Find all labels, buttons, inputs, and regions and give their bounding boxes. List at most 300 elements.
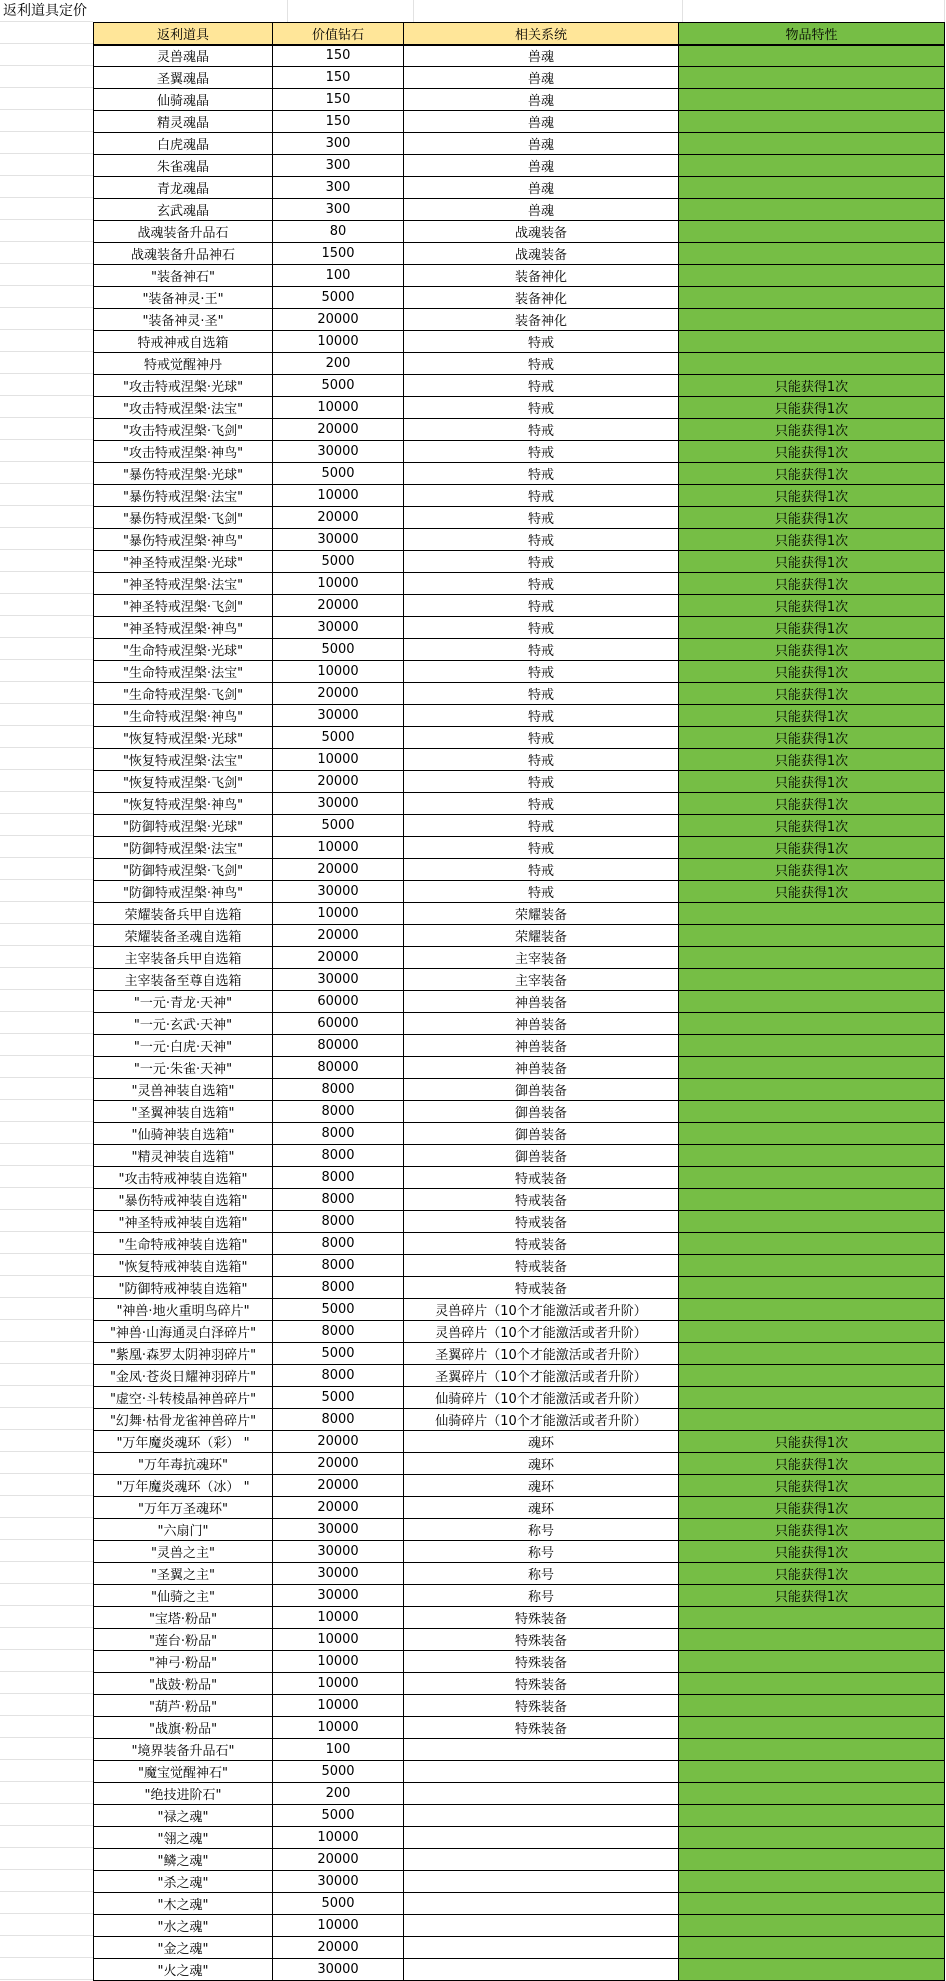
cell-system[interactable]: 特殊装备 [404,1673,679,1695]
cell-trait[interactable] [679,1783,945,1805]
cell-item[interactable]: "仙骑神装自选箱" [94,1123,273,1145]
cell-value[interactable]: 10000 [273,1607,404,1629]
cell-value[interactable]: 8000 [273,1211,404,1233]
cell-value[interactable]: 20000 [273,1475,404,1497]
cell-item[interactable]: "圣翼之主" [94,1563,273,1585]
cell-trait[interactable]: 只能获得1次 [679,1475,945,1497]
cell-value[interactable]: 80000 [273,1035,404,1057]
cell-item[interactable]: "暴伤特戒涅槃·光球" [94,463,273,485]
cell-system[interactable]: 称号 [404,1541,679,1563]
cell-system[interactable]: 圣翼碎片（10个才能激活或者升阶） [404,1343,679,1365]
cell-item[interactable]: "万年万圣魂环" [94,1497,273,1519]
cell-item[interactable]: "恢复特戒涅槃·神鸟" [94,793,273,815]
cell-system[interactable]: 特戒 [404,573,679,595]
cell-item[interactable]: "神兽·地火重明鸟碎片" [94,1299,273,1321]
cell-item[interactable]: "魔宝觉醒神石" [94,1761,273,1783]
cell-system[interactable]: 称号 [404,1563,679,1585]
cell-value[interactable]: 20000 [273,1453,404,1475]
cell-item[interactable]: "攻击特戒涅槃·神鸟" [94,441,273,463]
cell-trait[interactable] [679,1079,945,1101]
cell-trait[interactable]: 只能获得1次 [679,1497,945,1519]
cell-item[interactable]: "万年毒抗魂环" [94,1453,273,1475]
cell-system[interactable]: 特戒 [404,507,679,529]
cell-trait[interactable] [679,1123,945,1145]
cell-item[interactable]: "六扇门" [94,1519,273,1541]
cell-system[interactable]: 兽魂 [404,133,679,155]
cell-trait[interactable]: 只能获得1次 [679,859,945,881]
cell-value[interactable]: 8000 [273,1233,404,1255]
cell-trait[interactable] [679,177,945,199]
cell-system[interactable] [404,1827,679,1849]
cell-trait[interactable]: 只能获得1次 [679,749,945,771]
cell-item[interactable]: "防御特戒涅槃·光球" [94,815,273,837]
cell-system[interactable]: 神兽装备 [404,1035,679,1057]
cell-item[interactable]: "装备神灵·圣" [94,309,273,331]
cell-item[interactable]: "境界装备升品石" [94,1739,273,1761]
cell-trait[interactable]: 只能获得1次 [679,507,945,529]
cell-system[interactable]: 特殊装备 [404,1651,679,1673]
cell-system[interactable]: 特戒 [404,881,679,903]
cell-item[interactable]: "鳞之魂" [94,1849,273,1871]
cell-value[interactable]: 8000 [273,1365,404,1387]
cell-item[interactable]: "圣翼神装自选箱" [94,1101,273,1123]
cell-item[interactable]: "火之魂" [94,1959,273,1981]
cell-item[interactable]: "防御特戒神装自选箱" [94,1277,273,1299]
cell-item[interactable]: "宝塔·粉品" [94,1607,273,1629]
cell-item[interactable]: "恢复特戒涅槃·光球" [94,727,273,749]
cell-value[interactable]: 8000 [273,1145,404,1167]
cell-trait[interactable] [679,67,945,89]
cell-trait[interactable]: 只能获得1次 [679,595,945,617]
cell-trait[interactable] [679,947,945,969]
cell-item[interactable]: "灵兽之主" [94,1541,273,1563]
cell-item[interactable]: 青龙魂晶 [94,177,273,199]
cell-system[interactable]: 仙骑碎片（10个才能激活或者升阶） [404,1409,679,1431]
cell-value[interactable]: 10000 [273,331,404,353]
cell-system[interactable]: 魂环 [404,1431,679,1453]
cell-item[interactable]: 荣耀装备兵甲自选箱 [94,903,273,925]
cell-value[interactable]: 30000 [273,441,404,463]
cell-trait[interactable]: 只能获得1次 [679,793,945,815]
cell-item[interactable]: "精灵神装自选箱" [94,1145,273,1167]
cell-value[interactable]: 5000 [273,1761,404,1783]
cell-system[interactable]: 兽魂 [404,177,679,199]
cell-value[interactable]: 300 [273,155,404,177]
cell-value[interactable]: 30000 [273,881,404,903]
cell-system[interactable] [404,1937,679,1959]
cell-value[interactable]: 5000 [273,375,404,397]
cell-value[interactable]: 10000 [273,1717,404,1739]
cell-trait[interactable]: 只能获得1次 [679,463,945,485]
cell-value[interactable]: 80000 [273,1057,404,1079]
cell-item[interactable]: "生命特戒涅槃·飞剑" [94,683,273,705]
cell-system[interactable]: 战魂装备 [404,221,679,243]
cell-value[interactable]: 10000 [273,573,404,595]
cell-system[interactable]: 兽魂 [404,89,679,111]
cell-system[interactable]: 特戒装备 [404,1211,679,1233]
cell-value[interactable]: 10000 [273,485,404,507]
cell-trait[interactable] [679,1893,945,1915]
cell-system[interactable]: 特戒 [404,375,679,397]
cell-value[interactable]: 30000 [273,1563,404,1585]
cell-value[interactable]: 20000 [273,1497,404,1519]
cell-system[interactable]: 魂环 [404,1497,679,1519]
cell-trait[interactable] [679,287,945,309]
cell-item[interactable]: "水之魂" [94,1915,273,1937]
cell-item[interactable]: "灵兽神装自选箱" [94,1079,273,1101]
cell-item[interactable]: "紫凰·森罗太阴神羽碎片" [94,1343,273,1365]
cell-trait[interactable]: 只能获得1次 [679,419,945,441]
cell-system[interactable]: 特戒装备 [404,1255,679,1277]
cell-item[interactable]: 朱雀魂晶 [94,155,273,177]
sheet-title[interactable]: 返利道具定价 [3,3,87,19]
cell-trait[interactable] [679,1299,945,1321]
cell-value[interactable]: 8000 [273,1189,404,1211]
cell-item[interactable]: "装备神石" [94,265,273,287]
cell-system[interactable]: 称号 [404,1519,679,1541]
cell-trait[interactable] [679,1211,945,1233]
column-header-value[interactable]: 价值钻石 [273,23,404,45]
cell-item[interactable]: "神圣特戒涅槃·神鸟" [94,617,273,639]
cell-system[interactable] [404,1849,679,1871]
cell-system[interactable]: 特戒 [404,749,679,771]
cell-trait[interactable] [679,1013,945,1035]
cell-value[interactable]: 5000 [273,1299,404,1321]
cell-item[interactable]: "暴伤特戒涅槃·飞剑" [94,507,273,529]
cell-item[interactable]: "金之魂" [94,1937,273,1959]
cell-trait[interactable] [679,331,945,353]
cell-system[interactable]: 魂环 [404,1475,679,1497]
cell-trait[interactable]: 只能获得1次 [679,815,945,837]
cell-item[interactable]: "幻舞·枯骨龙雀神兽碎片" [94,1409,273,1431]
cell-trait[interactable] [679,221,945,243]
cell-trait[interactable] [679,1277,945,1299]
cell-trait[interactable] [679,353,945,375]
cell-item[interactable]: "仙骑之主" [94,1585,273,1607]
cell-item[interactable]: "莲台·粉品" [94,1629,273,1651]
cell-value[interactable]: 30000 [273,1959,404,1981]
cell-item[interactable]: "生命特戒涅槃·法宝" [94,661,273,683]
cell-system[interactable] [404,1959,679,1981]
cell-system[interactable]: 特戒装备 [404,1167,679,1189]
cell-item[interactable]: 精灵魂晶 [94,111,273,133]
cell-system[interactable]: 装备神化 [404,309,679,331]
cell-trait[interactable]: 只能获得1次 [679,573,945,595]
cell-item[interactable]: "翎之魂" [94,1827,273,1849]
cell-trait[interactable]: 只能获得1次 [679,727,945,749]
cell-system[interactable]: 特戒 [404,705,679,727]
cell-item[interactable]: "暴伤特戒神装自选箱" [94,1189,273,1211]
cell-value[interactable]: 30000 [273,1541,404,1563]
cell-system[interactable]: 特戒 [404,353,679,375]
cell-system[interactable]: 装备神化 [404,287,679,309]
cell-item[interactable]: "禄之魂" [94,1805,273,1827]
cell-trait[interactable]: 只能获得1次 [679,397,945,419]
cell-trait[interactable] [679,243,945,265]
cell-value[interactable]: 5000 [273,1343,404,1365]
column-header-trait[interactable]: 物品特性 [679,23,945,45]
cell-value[interactable]: 20000 [273,419,404,441]
cell-item[interactable]: "防御特戒涅槃·飞剑" [94,859,273,881]
cell-trait[interactable]: 只能获得1次 [679,705,945,727]
cell-system[interactable] [404,1915,679,1937]
cell-value[interactable]: 60000 [273,991,404,1013]
cell-item[interactable]: "金凤·苍炎日耀神羽碎片" [94,1365,273,1387]
cell-value[interactable]: 5000 [273,287,404,309]
cell-trait[interactable] [679,1101,945,1123]
cell-item[interactable]: "万年魔炎魂环（彩） " [94,1431,273,1453]
cell-item[interactable]: "战鼓·粉品" [94,1673,273,1695]
cell-trait[interactable] [679,1915,945,1937]
cell-item[interactable]: "神兽·山海通灵白泽碎片" [94,1321,273,1343]
cell-value[interactable]: 10000 [273,749,404,771]
cell-trait[interactable] [679,1321,945,1343]
cell-system[interactable] [404,1761,679,1783]
cell-value[interactable]: 30000 [273,617,404,639]
cell-trait[interactable]: 只能获得1次 [679,1541,945,1563]
cell-value[interactable]: 20000 [273,1937,404,1959]
cell-trait[interactable] [679,1849,945,1871]
cell-value[interactable]: 300 [273,133,404,155]
cell-item[interactable]: "防御特戒涅槃·法宝" [94,837,273,859]
cell-trait[interactable] [679,1959,945,1981]
cell-value[interactable]: 30000 [273,529,404,551]
cell-trait[interactable] [679,1827,945,1849]
cell-system[interactable]: 特戒 [404,529,679,551]
cell-item[interactable]: "恢复特戒神装自选箱" [94,1255,273,1277]
cell-value[interactable]: 10000 [273,1827,404,1849]
cell-item[interactable]: "暴伤特戒涅槃·神鸟" [94,529,273,551]
cell-system[interactable]: 特戒 [404,727,679,749]
cell-trait[interactable] [679,1035,945,1057]
cell-item[interactable]: 仙骑魂晶 [94,89,273,111]
cell-trait[interactable] [679,265,945,287]
cell-system[interactable]: 装备神化 [404,265,679,287]
cell-value[interactable]: 10000 [273,1695,404,1717]
cell-system[interactable]: 兽魂 [404,111,679,133]
cell-item[interactable]: "虚空·斗转棱晶神兽碎片" [94,1387,273,1409]
cell-item[interactable]: 主宰装备兵甲自选箱 [94,947,273,969]
cell-system[interactable]: 称号 [404,1585,679,1607]
cell-value[interactable]: 10000 [273,837,404,859]
cell-system[interactable]: 特殊装备 [404,1717,679,1739]
cell-system[interactable]: 特殊装备 [404,1695,679,1717]
cell-value[interactable]: 10000 [273,903,404,925]
cell-item[interactable]: "一元·玄武·天神" [94,1013,273,1035]
cell-trait[interactable]: 只能获得1次 [679,485,945,507]
column-header-system[interactable]: 相关系统 [404,23,679,45]
cell-item[interactable]: "绝技进阶石" [94,1783,273,1805]
cell-value[interactable]: 150 [273,45,404,67]
cell-trait[interactable] [679,1189,945,1211]
cell-value[interactable]: 30000 [273,705,404,727]
cell-value[interactable]: 8000 [273,1255,404,1277]
cell-system[interactable]: 荣耀装备 [404,903,679,925]
cell-value[interactable]: 150 [273,111,404,133]
cell-value[interactable]: 300 [273,177,404,199]
cell-system[interactable]: 特戒 [404,683,679,705]
cell-item[interactable]: "杀之魂" [94,1871,273,1893]
cell-value[interactable]: 30000 [273,793,404,815]
cell-value[interactable]: 8000 [273,1101,404,1123]
cell-system[interactable]: 御兽装备 [404,1145,679,1167]
cell-trait[interactable] [679,1365,945,1387]
cell-trait[interactable] [679,1167,945,1189]
cell-value[interactable]: 150 [273,67,404,89]
cell-value[interactable]: 20000 [273,507,404,529]
cell-trait[interactable] [679,199,945,221]
cell-value[interactable]: 1500 [273,243,404,265]
cell-item[interactable]: 白虎魂晶 [94,133,273,155]
cell-trait[interactable] [679,1673,945,1695]
cell-item[interactable]: "神弓·粉品" [94,1651,273,1673]
cell-trait[interactable]: 只能获得1次 [679,1585,945,1607]
cell-trait[interactable]: 只能获得1次 [679,1519,945,1541]
cell-value[interactable]: 20000 [273,925,404,947]
cell-system[interactable]: 特戒 [404,639,679,661]
cell-system[interactable]: 特戒 [404,331,679,353]
cell-trait[interactable] [679,1651,945,1673]
cell-trait[interactable] [679,89,945,111]
cell-system[interactable]: 神兽装备 [404,1013,679,1035]
cell-system[interactable]: 主宰装备 [404,969,679,991]
cell-item[interactable]: "恢复特戒涅槃·法宝" [94,749,273,771]
cell-value[interactable]: 5000 [273,463,404,485]
cell-value[interactable]: 5000 [273,1805,404,1827]
cell-system[interactable]: 特戒装备 [404,1233,679,1255]
cell-item[interactable]: "攻击特戒涅槃·光球" [94,375,273,397]
cell-system[interactable]: 特戒 [404,397,679,419]
cell-system[interactable] [404,1805,679,1827]
cell-system[interactable]: 灵兽碎片（10个才能激活或者升阶） [404,1321,679,1343]
cell-system[interactable]: 特殊装备 [404,1629,679,1651]
cell-item[interactable]: "攻击特戒涅槃·飞剑" [94,419,273,441]
cell-value[interactable]: 20000 [273,1849,404,1871]
cell-trait[interactable] [679,1717,945,1739]
cell-system[interactable]: 御兽装备 [404,1123,679,1145]
cell-system[interactable]: 特戒 [404,617,679,639]
cell-system[interactable]: 兽魂 [404,155,679,177]
cell-value[interactable]: 200 [273,353,404,375]
cell-trait[interactable] [679,1233,945,1255]
cell-system[interactable]: 特戒 [404,463,679,485]
cell-value[interactable]: 10000 [273,397,404,419]
cell-system[interactable]: 御兽装备 [404,1101,679,1123]
cell-trait[interactable] [679,1761,945,1783]
cell-value[interactable]: 8000 [273,1409,404,1431]
cell-system[interactable]: 御兽装备 [404,1079,679,1101]
cell-system[interactable]: 特戒 [404,771,679,793]
cell-item[interactable]: 灵兽魂晶 [94,45,273,67]
cell-item[interactable]: 荣耀装备圣魂自选箱 [94,925,273,947]
cell-value[interactable]: 5000 [273,1387,404,1409]
cell-trait[interactable]: 只能获得1次 [679,771,945,793]
cell-value[interactable]: 10000 [273,1915,404,1937]
cell-system[interactable]: 特戒 [404,485,679,507]
cell-value[interactable]: 20000 [273,595,404,617]
cell-system[interactable]: 特戒 [404,595,679,617]
cell-value[interactable]: 100 [273,1739,404,1761]
cell-system[interactable]: 兽魂 [404,67,679,89]
cell-system[interactable]: 兽魂 [404,199,679,221]
cell-system[interactable]: 特戒 [404,551,679,573]
cell-system[interactable]: 特戒 [404,661,679,683]
cell-item[interactable]: "防御特戒涅槃·神鸟" [94,881,273,903]
cell-trait[interactable] [679,1387,945,1409]
cell-trait[interactable]: 只能获得1次 [679,441,945,463]
cell-system[interactable]: 神兽装备 [404,991,679,1013]
cell-value[interactable]: 20000 [273,859,404,881]
cell-trait[interactable] [679,1805,945,1827]
cell-system[interactable]: 灵兽碎片（10个才能激活或者升阶） [404,1299,679,1321]
cell-trait[interactable]: 只能获得1次 [679,617,945,639]
cell-item[interactable]: "暴伤特戒涅槃·法宝" [94,485,273,507]
cell-trait[interactable]: 只能获得1次 [679,551,945,573]
cell-value[interactable]: 20000 [273,1431,404,1453]
cell-system[interactable] [404,1739,679,1761]
cell-system[interactable]: 战魂装备 [404,243,679,265]
cell-item[interactable]: "葫芦·粉品" [94,1695,273,1717]
cell-value[interactable]: 30000 [273,1519,404,1541]
cell-trait[interactable] [679,991,945,1013]
cell-item[interactable]: 战魂装备升品石 [94,221,273,243]
cell-trait[interactable]: 只能获得1次 [679,1431,945,1453]
cell-system[interactable]: 特殊装备 [404,1607,679,1629]
cell-system[interactable]: 特戒 [404,837,679,859]
cell-item[interactable]: "木之魂" [94,1893,273,1915]
cell-item[interactable]: "攻击特戒神装自选箱" [94,1167,273,1189]
cell-value[interactable]: 30000 [273,1871,404,1893]
cell-trait[interactable]: 只能获得1次 [679,837,945,859]
cell-trait[interactable] [679,1871,945,1893]
cell-value[interactable]: 5000 [273,1893,404,1915]
cell-value[interactable]: 20000 [273,683,404,705]
cell-item[interactable]: "装备神灵·王" [94,287,273,309]
cell-item[interactable]: "生命特戒神装自选箱" [94,1233,273,1255]
cell-trait[interactable] [679,903,945,925]
cell-value[interactable]: 100 [273,265,404,287]
cell-trait[interactable] [679,1145,945,1167]
cell-system[interactable]: 主宰装备 [404,947,679,969]
cell-value[interactable]: 150 [273,89,404,111]
cell-item[interactable]: "生命特戒涅槃·光球" [94,639,273,661]
cell-trait[interactable]: 只能获得1次 [679,375,945,397]
cell-trait[interactable] [679,1937,945,1959]
cell-system[interactable]: 魂环 [404,1453,679,1475]
cell-item[interactable]: 特戒神戒自选箱 [94,331,273,353]
cell-item[interactable]: 玄武魂晶 [94,199,273,221]
cell-item[interactable]: 特戒觉醒神丹 [94,353,273,375]
cell-system[interactable] [404,1893,679,1915]
cell-trait[interactable] [679,1607,945,1629]
cell-system[interactable]: 圣翼碎片（10个才能激活或者升阶） [404,1365,679,1387]
cell-item[interactable]: "攻击特戒涅槃·法宝" [94,397,273,419]
cell-system[interactable]: 特戒装备 [404,1189,679,1211]
cell-trait[interactable] [679,45,945,67]
cell-item[interactable]: "战旗·粉品" [94,1717,273,1739]
cell-value[interactable]: 20000 [273,771,404,793]
cell-trait[interactable] [679,1695,945,1717]
cell-system[interactable] [404,1783,679,1805]
cell-system[interactable]: 特戒装备 [404,1277,679,1299]
cell-system[interactable]: 特戒 [404,441,679,463]
cell-value[interactable]: 8000 [273,1079,404,1101]
cell-trait[interactable] [679,969,945,991]
cell-trait[interactable]: 只能获得1次 [679,661,945,683]
cell-trait[interactable] [679,111,945,133]
cell-item[interactable]: "恢复特戒涅槃·飞剑" [94,771,273,793]
cell-value[interactable]: 8000 [273,1167,404,1189]
